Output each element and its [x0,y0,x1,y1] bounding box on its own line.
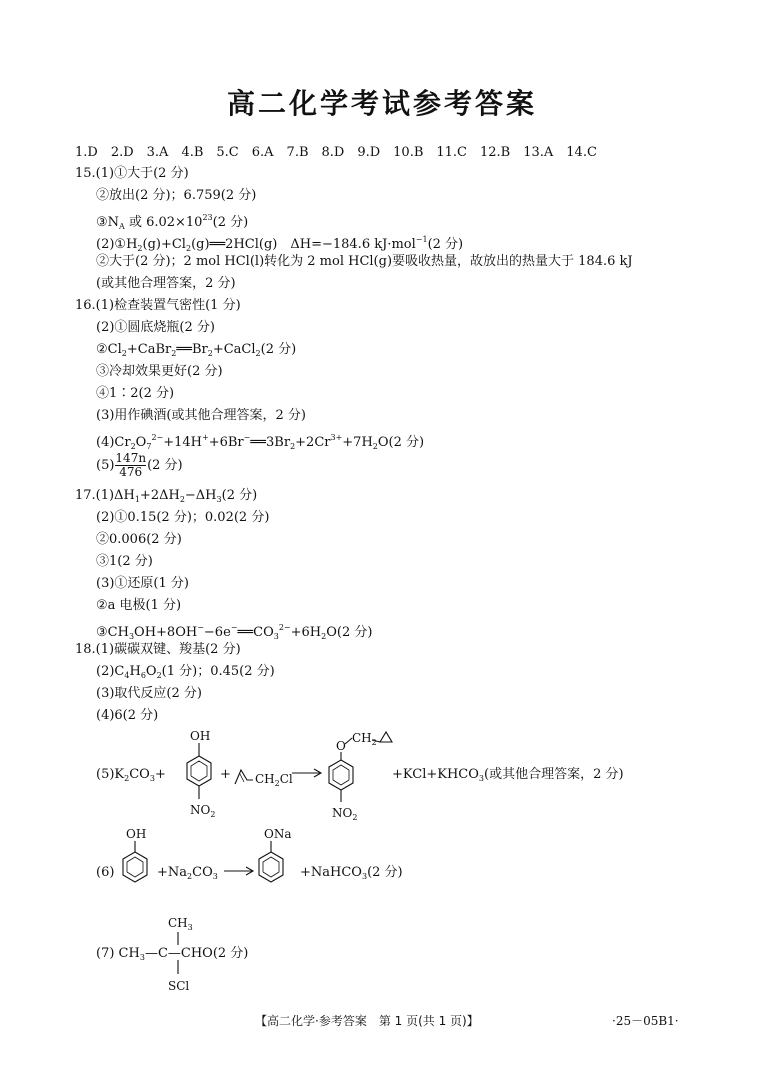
q16-line8: (5) $\frac{147n}{476}$ (2 分) [96,451,183,479]
q16-line2: (2)①圆底烧瓶(2 分) [96,320,215,335]
sodium-phenoxide-structure [256,826,300,888]
reaction-arrow [292,766,324,780]
svg-text:CH3: $CH_3$ [168,916,193,932]
q18-6-tail: +NaHCO$_3$(2 分) [300,865,403,881]
q18-5-plus: + [220,767,231,782]
q15-line4: $(2)①H_2(g)+Cl_2(g)══2HCl(g)$ ΔH=−184.6 kJ·mol$^{-1}$(2 分) [96,235,464,253]
q17-line3: ②0.006(2 分) [96,532,182,547]
q15-line5: ②大于(2 分)；2 mol HCl(l)转化为 2 mol HCl(g)要吸收热量，故放出的热量大于 184.6 kJ [96,254,633,269]
svg-text:NO2: $NO_2$ [332,806,358,822]
p-nitrophenol-structure [182,728,218,820]
svg-text:OH: OH [190,729,211,743]
q17-line7: $③CH_3OH+8OH^--6e^-══CO_3^{2-}+6H_2O(2$ 分) [96,623,373,641]
svg-text:SCl: SCl [168,979,190,993]
reaction-arrow-2 [224,864,256,878]
q17-line6: ②a 电极(1 分) [96,598,182,613]
fraction: $\frac{147n}{476}$ [115,451,147,479]
phenol-structure [118,826,154,888]
svg-text:NO2: $NO_2$ [190,803,216,819]
svg-text:ONa: ONa [264,827,292,841]
page-title: 高二化学考试参考答案 [226,87,537,120]
document-code: ·25－05B1· [612,1014,679,1028]
page-footer: 【高二化学·参考答案 第 1 页(共 1 页)】 [255,1014,479,1028]
q18-line2: $(2)C_4H_6O_2(1$ 分)；0.45(2 分) [96,664,275,680]
q18-5-tail: $+KCl+KHCO_3$(或其他合理答案，2 分) [392,767,624,783]
q16-line4: ③冷却效果更好(2 分) [96,364,223,379]
q17-line2: (2)①0.15(2 分)；0.02(2 分) [96,510,270,525]
q18-line4: (4)6(2 分) [96,708,159,723]
q16-line1: 16.(1)检查装置气密性(1 分) [75,298,241,313]
q16-line6: (3)用作碘酒(或其他合理答案，2 分) [96,408,306,423]
q16-line3: $②Cl_2+CaBr_2══Br_2+CaCl_2(2$ 分) [96,342,297,358]
svg-text:CH2Cl: $CH_2Cl$ [255,772,293,788]
q15-line1: 15.(1)①大于(2 分) [75,166,189,181]
q15-line6: (或其他合理答案，2 分) [96,276,236,291]
q16-line7: $(4)Cr_2O_7^{2-}+14H^++6Br^-══3Br_2+2Cr^{3+}+7H_2O(2$ 分) [96,433,425,451]
mc-answers: 1.D 2.D 3.A 4.B 5.C 6.A 7.B 8.D 9.D 10.B 11.C 12.B 13.A 14.C [75,145,597,160]
svg-text:O: O [336,739,346,753]
q16-line5: ④1∶2(2 分) [96,386,175,401]
q17-line4: ③1(2 分) [96,554,153,569]
q17-line1: $17.(1)\Delta H_1+2\Delta H_2-\Delta H_3(2$ 分) [75,488,258,504]
q18-7-line: (7) $CH_3—C—CHO(2$ 分) [96,946,249,962]
q15-line3: $③N_A$ 或 $6.02\times 10^{23}(2$ 分) [96,213,249,231]
svg-text:CH2: $CH_2$ [352,731,377,747]
q18-line1: 18.(1)碳碳双键、羧基(2 分) [75,642,241,657]
q15-line2: ②放出(2 分)；6.759(2 分) [96,188,257,203]
svg-text:OH: OH [126,827,147,841]
q18-6-label: (6) [96,865,115,880]
q18-line3: (3)取代反应(2 分) [96,686,202,701]
q18-5-label: $(5)K_2CO_3+$ [96,767,166,783]
allyl-chloride-structure [233,758,293,788]
q17-line5: (3)①还原(1 分) [96,576,189,591]
q18-6-reagent: $+Na_2CO_3$ [157,865,218,881]
